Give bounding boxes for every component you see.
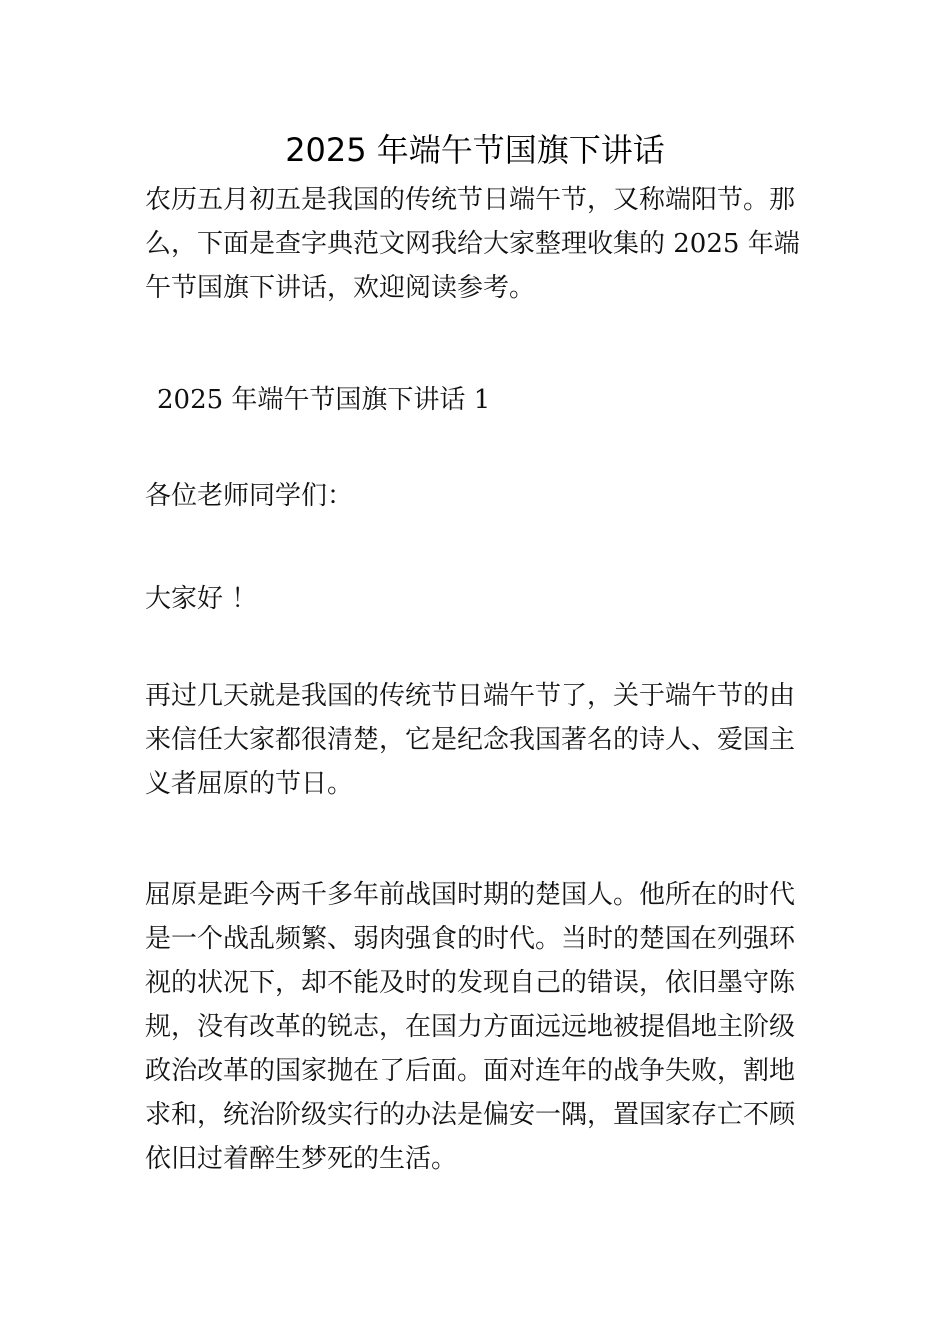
salutation-line: 各位老师同学们：: [145, 481, 354, 511]
body-paragraph: 再过几天就是我国的传统节日端午节了，关于端午节的由来信任大家都很清楚，它是纪念我国著名的诗人、爱国主义者屈原的节日。: [145, 681, 796, 799]
body-paragraph: 屈原是距今两千多年前战国时期的楚国人。他所在的时代是一个战乱频繁、弱肉强食的时代。当时的楚国在列强环视的状况下，却不能及时的发现自己的错误，依旧墨守陈规，没有改革的锐志，在国力方面远远地被提倡地主阶级政治改革的国家抛在了后面。面对连年的战争失败，割地求和，统治阶级实行的办法是偏安一隅，置国家存亡不顾依旧过着醉生梦死的生活。: [145, 880, 796, 1174]
intro-paragraph: 农历五月初五是我国的传统节日端午节，又称端阳节。那么，下面是查字典范文网我给大家整理收集的 2025 年端午节国旗下讲话，欢迎阅读参考。: [145, 185, 800, 303]
document-title: 2025 年端午节国旗下讲话: [285, 131, 665, 169]
greeting-line: 大家好 ！: [145, 584, 258, 614]
section-heading: 2025 年端午节国旗下讲话 1: [157, 385, 491, 415]
